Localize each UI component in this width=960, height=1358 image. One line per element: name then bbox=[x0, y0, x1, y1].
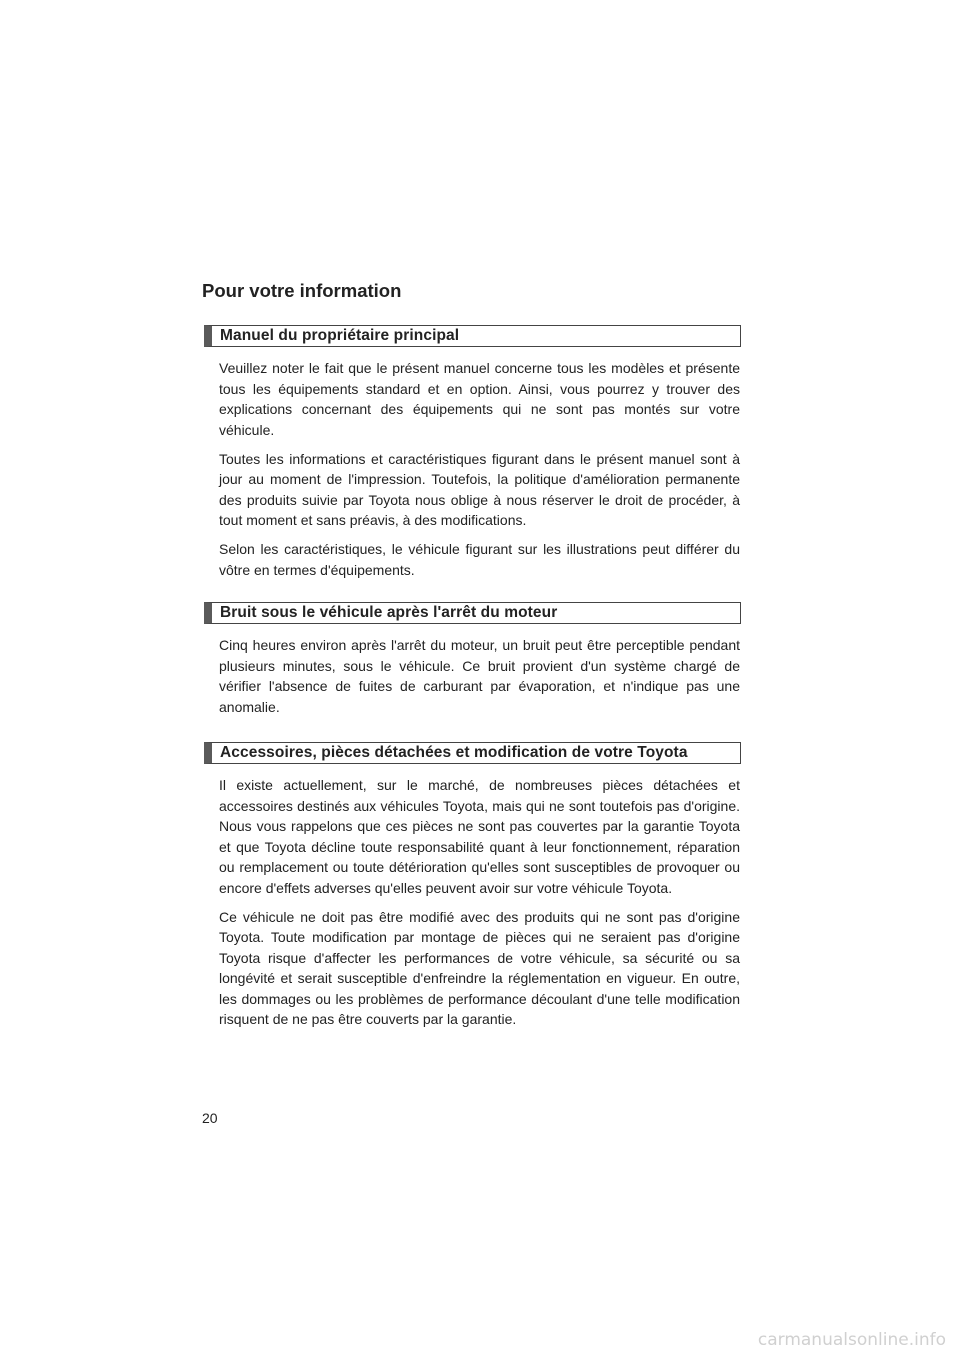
paragraph: Cinq heures environ après l'arrêt du moteur, un bruit peut être perceptible pendant plusieurs minutes, sous le véhicule. Ce bruit provient d'un système chargé de vérifier l'absence de fuites de carburant par évaporation, et n'indique pas une anomalie. bbox=[219, 637, 740, 715]
watermark: carmanualsonline.info bbox=[757, 1330, 946, 1350]
section-heading: Bruit sous le véhicule après l'arrêt du moteur bbox=[204, 602, 741, 624]
section-owners-manual bbox=[204, 325, 741, 580]
section-body bbox=[219, 635, 740, 717]
page-number: 20 bbox=[202, 1110, 218, 1126]
section-noise-after-engine-stop bbox=[204, 602, 741, 717]
section-body bbox=[219, 358, 740, 580]
section-heading: Accessoires, pièces détachées et modification de votre Toyota bbox=[204, 742, 741, 764]
section-heading: Manuel du propriétaire principal bbox=[204, 325, 741, 347]
section-accessories-parts bbox=[204, 742, 741, 1030]
paragraph: Toutes les informations et caractéristiques figurant dans le présent manuel sont à jour au moment de l'impression. Toutefois, la politique d'amélioration permanente des produits suivie par Toyota nous oblige à nous réserver le droit de procéder, à tout moment et sans préavis, à des modifications. bbox=[219, 450, 740, 528]
paragraph: Selon les caractéristiques, le véhicule figurant sur les illustrations peut différer du vôtre en termes d'équipements. bbox=[219, 541, 740, 578]
paragraph: Ce véhicule ne doit pas être modifié avec des produits qui ne sont pas d'origine Toyota. Toute modification par montage de pièces qui ne seraient pas d'origine Toyota risque d'affecter les performances de votre véhicule, sa sécurité ou sa longévité et serait susceptible d'enfreindre la réglementation en vigueur. En outre, les dommages ou les problèmes de performance découlant d'une telle modification risquent de ne pas être couverts par la garantie. bbox=[219, 908, 740, 1027]
paragraph: Veuillez noter le fait que le présent manuel concerne tous les modèles et présente tous les équipements standard et en option. Ainsi, vous pourrez y trouver des explications concernant des équipements qui ne sont pas montés sur votre véhicule. bbox=[219, 360, 740, 438]
paragraph: Il existe actuellement, sur le marché, de nombreuses pièces détachées et accessoires destinés aux véhicules Toyota, mais qui ne sont toutefois pas d'origine. Nous vous rappelons que ces pièces ne sont pas couvertes par la garantie Toyota et que Toyota décline toute responsabilité quant à leur fonctionnement, réparation ou remplacement ou toute détérioration qu'elles sont susceptibles de provoquer ou encore d'effets adverses qu'elles peuvent avoir sur votre véhicule Toyota. bbox=[219, 777, 740, 896]
section-body bbox=[219, 775, 740, 1030]
page-title: Pour votre information bbox=[202, 280, 402, 301]
